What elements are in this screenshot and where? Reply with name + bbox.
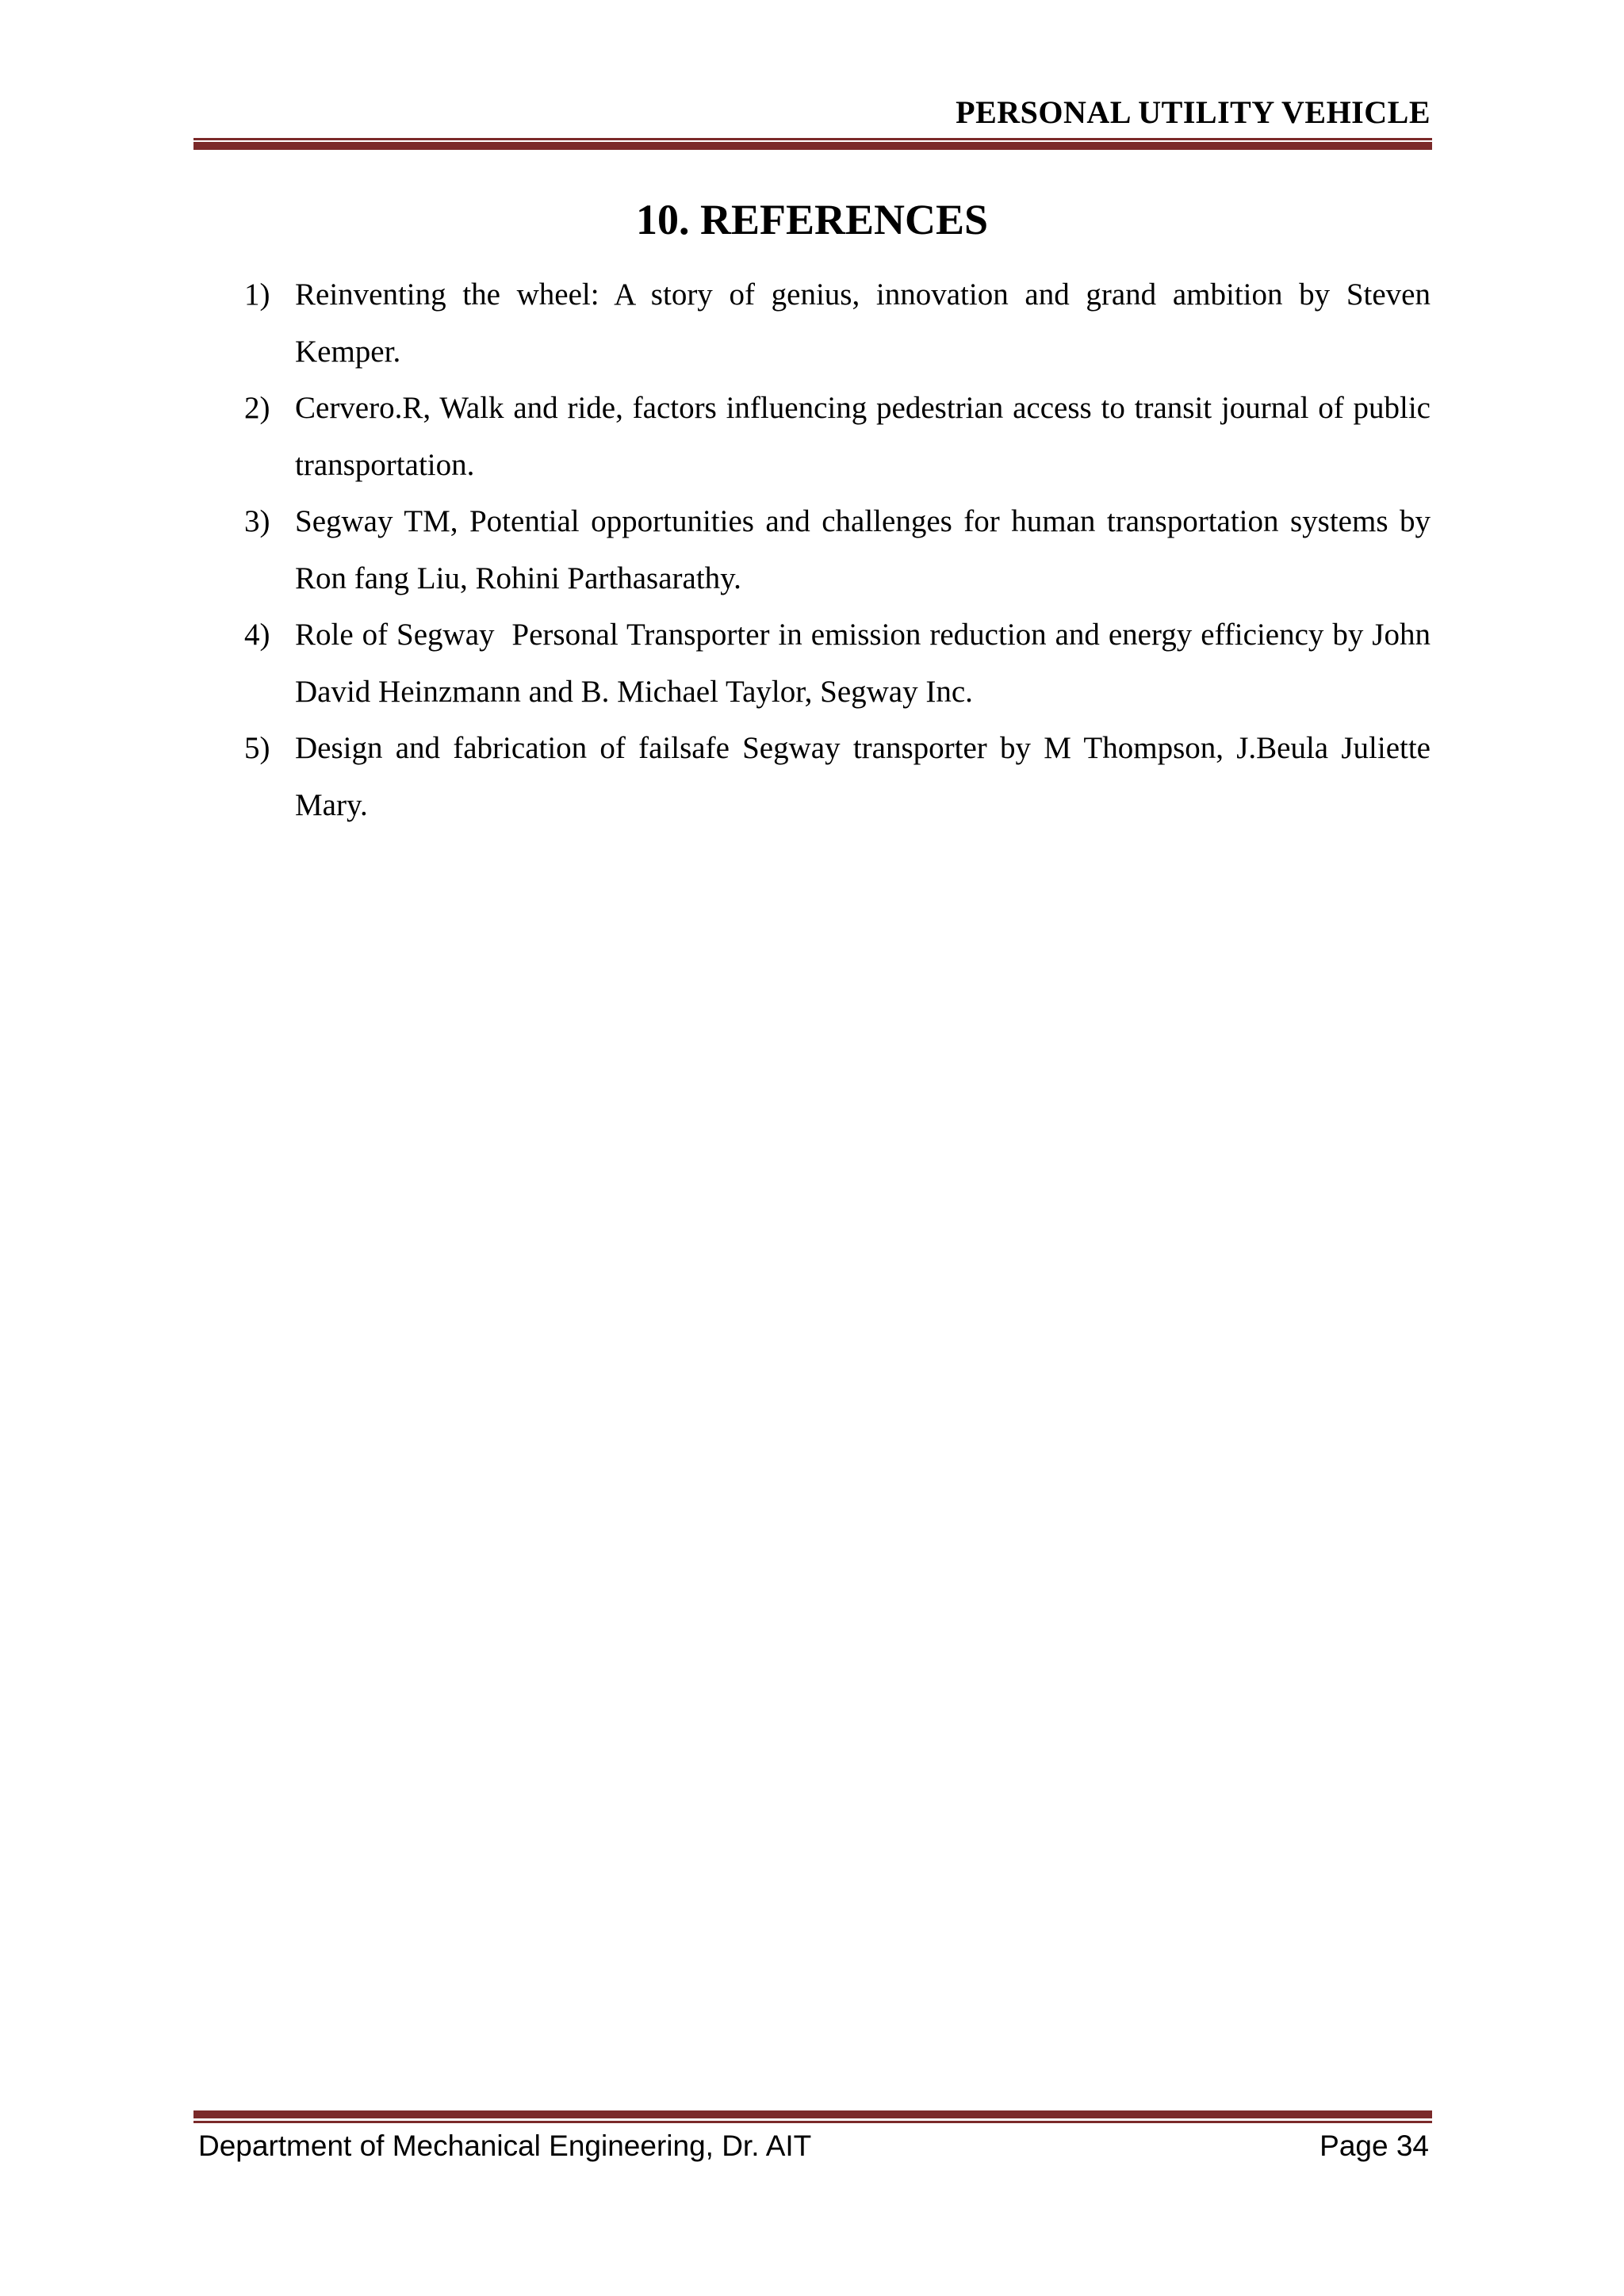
header-rule-thin [193,138,1432,140]
reference-number: 2) [244,391,270,425]
reference-item [244,493,1431,607]
footer-rule-thin [193,2121,1432,2123]
footer-page-number: Page 34 [1320,2130,1429,2162]
reference-text: Role of Segway Personal Transporter in emission reduction and energy efficiency by John David Heinzmann and B. Michael Taylor, Segway Inc. [295,618,1438,709]
reference-text: Design and fabrication of failsafe Segway transporter by M Thompson, J.Beula Juliette Mary. [295,731,1431,822]
reference-item [244,607,1438,720]
running-header-title: PERSONAL UTILITY VEHICLE [956,94,1431,130]
reference-item [244,266,1431,380]
header-rule-thick [193,142,1432,150]
reference-item [244,380,1431,493]
reference-text: Reinventing the wheel: A story of genius, innovation and grand ambition by Steven Kemper. [295,277,1431,369]
reference-number: 5) [244,731,270,765]
reference-item [244,720,1431,833]
footer-department: Department of Mechanical Engineering, Dr. AIT [198,2130,812,2162]
reference-number: 3) [244,504,270,538]
reference-number: 1) [244,277,270,312]
section-title: 10. REFERENCES [635,196,989,243]
footer-rule-thick [193,2110,1432,2118]
reference-text: Segway TM, Potential opportunities and challenges for human transportation systems by Ron fang Liu, Rohini Parthasarathy. [295,504,1431,595]
reference-number: 4) [244,618,270,652]
reference-text: Cervero.R, Walk and ride, factors influencing pedestrian access to transit journal of public transportation. [295,391,1431,482]
references-list [244,266,1438,833]
